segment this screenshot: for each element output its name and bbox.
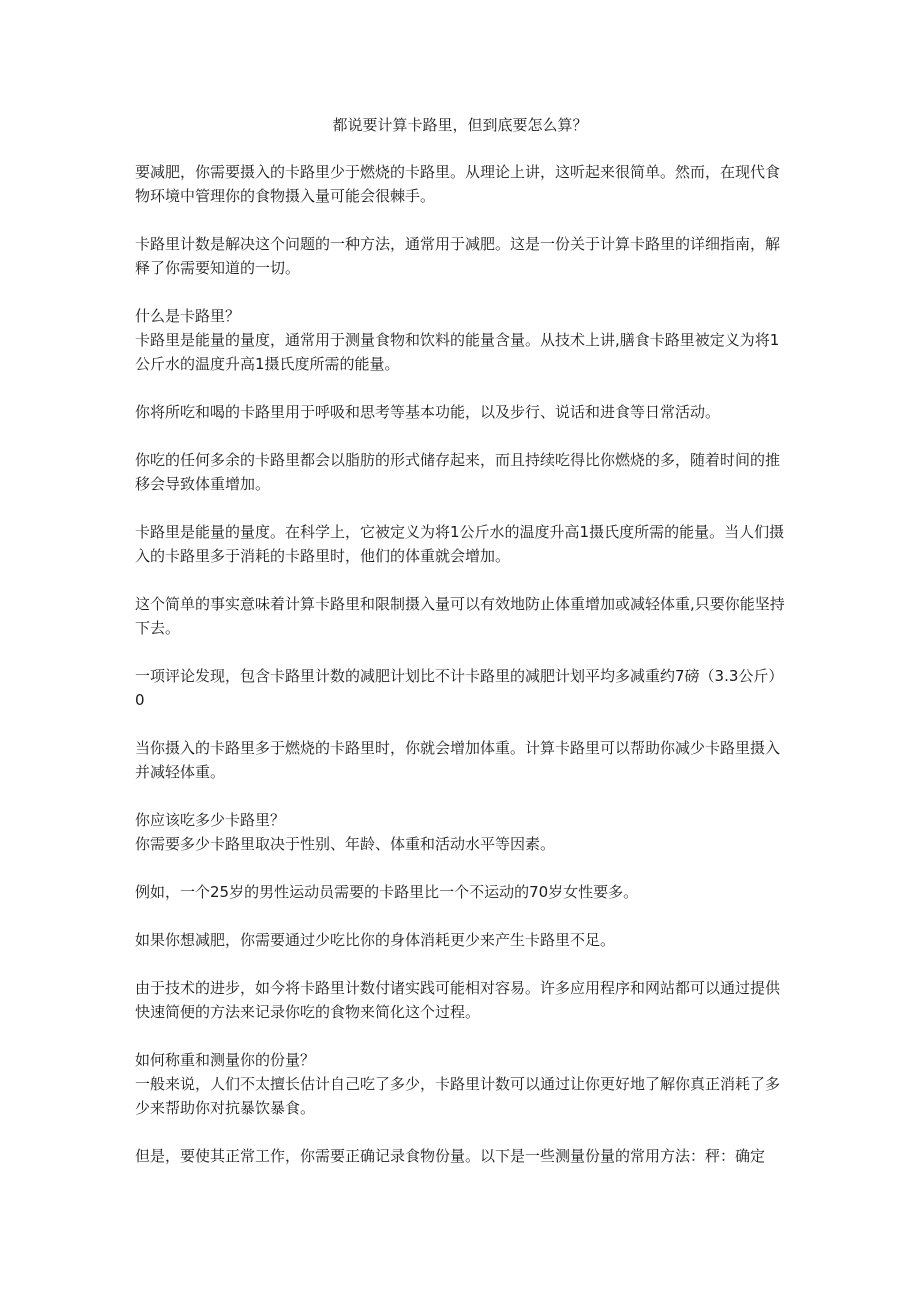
paragraph: 如果你想减肥，你需要通过少吃比你的身体消耗更少来产生卡路里不足。 <box>135 931 616 949</box>
paragraph: 当你摄入的卡路里多于燃烧的卡路里时，你就会增加体重。计算卡路里可以帮助你减少卡路里摄入并减轻体重。 <box>135 739 781 781</box>
paragraph: 你吃的任何多余的卡路里都会以脂肪的形式储存起来，而且持续吃得比你燃烧的多，随着时间的推移会导致体重增加。 <box>135 451 781 493</box>
paragraph: 卡路里是能量的量度，通常用于测量食物和饮料的能量含量。从技术上讲,膳食卡路里被定义为将1公斤水的温度升高1摄氏度所需的能量。 <box>135 331 780 373</box>
section-heading-what-is-calorie: 什么是卡路里？ <box>135 307 241 325</box>
paragraph: 但是，要使其正常工作，你需要正确记录食物份量。以下是一些测量份量的常用方法：秤：确定 <box>135 1147 766 1165</box>
paragraph: 一般来说，人们不太擅长估计自己吃了多少，卡路里计数可以通过让你更好地了解你真正消耗了多少来帮助你对抗暴饮暴食。 <box>135 1075 781 1117</box>
paragraph: 要减肥，你需要摄入的卡路里少于燃烧的卡路里。从理论上讲，这听起来很简单。然而，在现代食物环境中管理你的食物摄入量可能会很棘手。 <box>135 163 781 205</box>
section-heading-portions: 如何称重和测量你的份量？ <box>135 1051 316 1069</box>
document-body <box>135 160 791 1192</box>
paragraph: 这个简单的事实意味着计算卡路里和限制摄入量可以有效地防止体重增加或减轻体重,只要你能坚持下去。 <box>135 595 785 637</box>
paragraph: 由于技术的进步，如今将卡路里计数付诸实践可能相对容易。许多应用程序和网站都可以通过提供快速简便的方法来记录你吃的食物来简化这个过程。 <box>135 979 781 1021</box>
document-title: 都说要计算卡路里，但到底要怎么算？ <box>332 116 588 134</box>
section-heading-how-many-calories: 你应该吃多少卡路里？ <box>135 811 286 829</box>
paragraph: 你需要多少卡路里取决于性别、年龄、体重和活动水平等因素。 <box>135 835 556 853</box>
paragraph: 卡路里是能量的量度。在科学上，它被定义为将1公斤水的温度升高1摄氏度所需的能量。当人们摄入的卡路里多于消耗的卡路里时，他们的体重就会增加。 <box>135 523 785 565</box>
paragraph: 例如，一个25岁的男性运动员需要的卡路里比一个不运动的70岁女性要多。 <box>135 883 639 901</box>
paragraph: 卡路里计数是解决这个问题的一种方法，通常用于减肥。这是一份关于计算卡路里的详细指南，解释了你需要知道的一切。 <box>135 235 781 277</box>
paragraph: 一项评论发现，包含卡路里计数的减肥计划比不计卡路里的减肥计划平均多减重约7磅（3.3公斤）0 <box>135 667 784 709</box>
paragraph: 你将所吃和喝的卡路里用于呼吸和思考等基本功能，以及步行、说话和进食等日常活动。 <box>135 403 721 421</box>
